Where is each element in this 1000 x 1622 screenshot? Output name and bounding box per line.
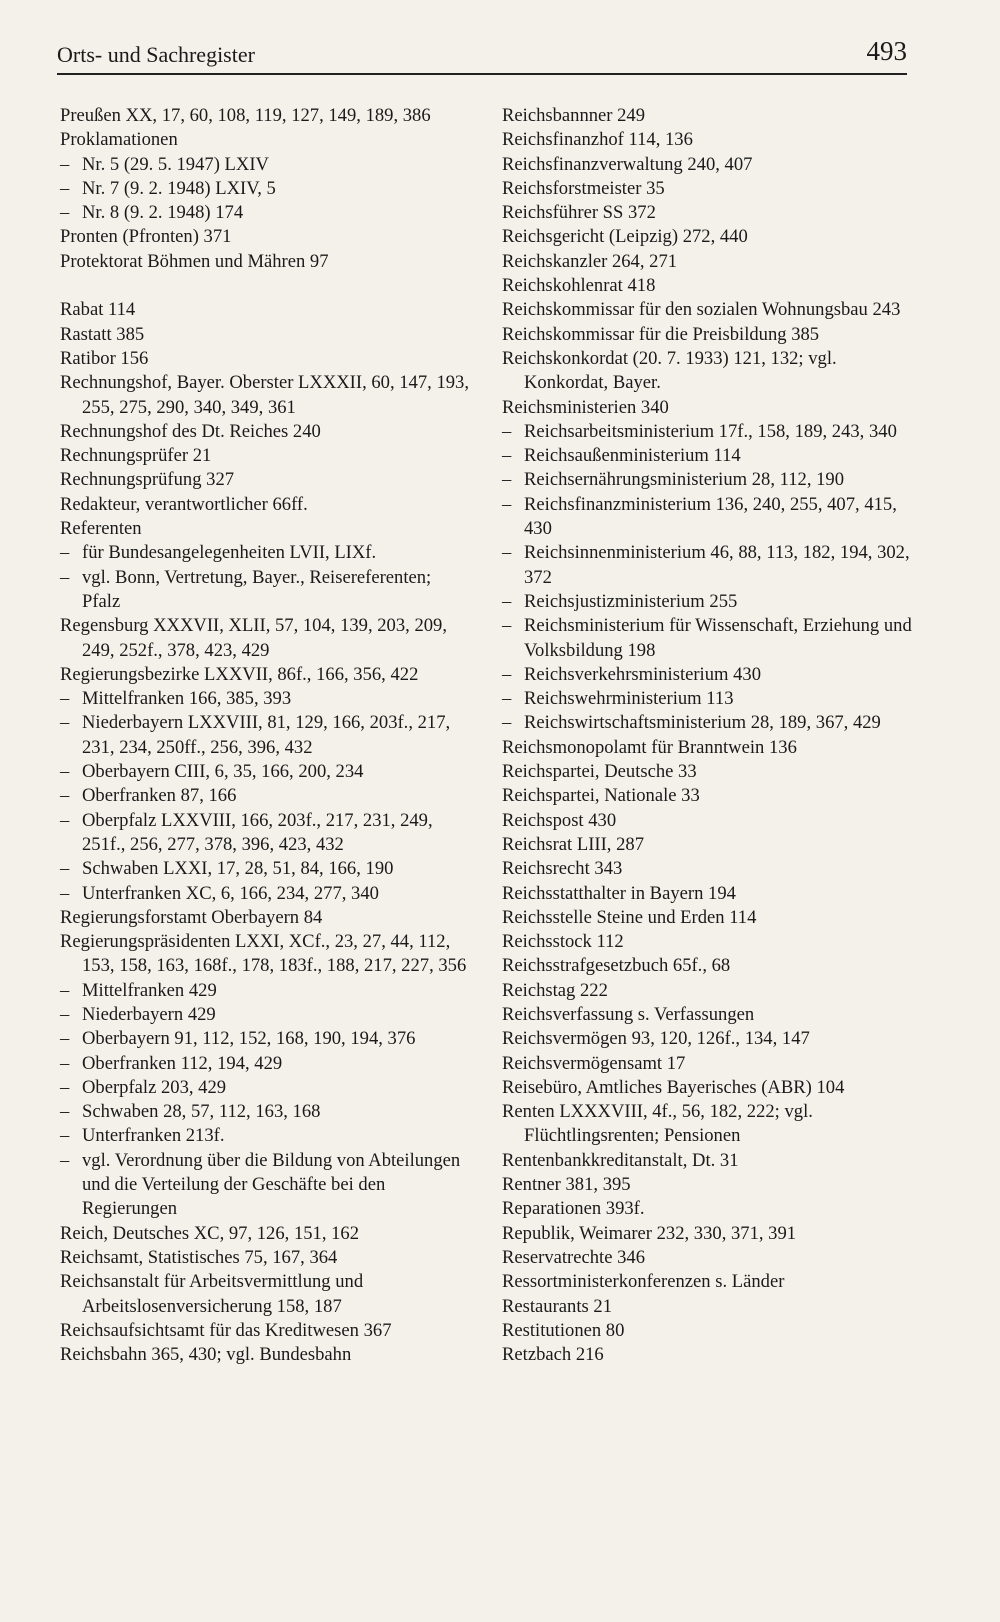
index-entry <box>502 323 912 347</box>
index-entry <box>502 1295 912 1319</box>
index-subentry <box>502 444 912 468</box>
index-subentry <box>60 857 472 881</box>
entry-text: Rechnungshof, Bayer. Oberster LXXXII, 60, 147, 193, 255, 275, 290, 340, 349, 361 <box>60 372 469 418</box>
index-entry <box>60 225 472 249</box>
entry-text: Nr. 7 (9. 2. 1948) LXIV, 5 <box>82 177 276 199</box>
index-entry <box>502 104 912 128</box>
entry-text: Reichsvermögensamt 17 <box>502 1052 686 1074</box>
subentry-dash: – <box>502 445 512 467</box>
entry-text: Restitutionen 80 <box>502 1319 625 1341</box>
entry-text: Rechnungsprüfer 21 <box>60 445 212 467</box>
entry-text: Reichsforstmeister 35 <box>502 177 665 199</box>
index-column-left <box>60 104 472 1367</box>
entry-text: Preußen XX, 17, 60, 108, 119, 127, 149, 189, 386 <box>60 105 431 126</box>
entry-text: Reichstag 222 <box>502 979 608 1001</box>
index-entry <box>60 1343 472 1367</box>
entry-text: Reichsfinanzhof 114, 136 <box>502 129 693 151</box>
entry-text: Reichskommissar für den sozialen Wohnungsbau 243 <box>502 299 901 321</box>
entry-text: Rabat 114 <box>60 299 136 321</box>
index-subentry <box>60 687 472 711</box>
subentry-dash: – <box>502 663 512 685</box>
entry-text: Reisebüro, Amtliches Bayerisches (ABR) 104 <box>502 1076 845 1098</box>
entry-text: Unterfranken XC, 6, 166, 234, 277, 340 <box>82 882 379 904</box>
index-entry <box>60 104 472 128</box>
index-entry <box>502 225 912 249</box>
subentry-dash: – <box>60 858 70 880</box>
entry-text: Reichskommissar für die Preisbildung 385 <box>502 323 820 345</box>
subentry-dash: – <box>60 1052 70 1074</box>
entry-text: Reichsverfassung s. Verfassungen <box>502 1003 755 1025</box>
index-entry <box>60 323 472 347</box>
index-entry <box>502 954 912 978</box>
entry-text: Reichspartei, Deutsche 33 <box>502 761 697 783</box>
subentry-dash: – <box>60 1125 70 1147</box>
index-entry <box>60 493 472 517</box>
index-subentry <box>60 1003 472 1027</box>
entry-text: Oberfranken 87, 166 <box>82 785 237 807</box>
index-subentry <box>60 882 472 906</box>
index-subentry <box>60 1052 472 1076</box>
index-subentry <box>60 177 472 201</box>
entry-text: Regierungsforstamt Oberbayern 84 <box>60 906 323 928</box>
entry-text: Regierungsbezirke LXXVII, 86f., 166, 356, 422 <box>60 663 419 685</box>
entry-text: Oberbayern 91, 112, 152, 168, 190, 194, 376 <box>82 1028 416 1050</box>
entry-text: Reichsbahn 365, 430; vgl. Bundesbahn <box>60 1344 352 1366</box>
index-entry <box>502 201 912 225</box>
index-entry <box>502 1076 912 1100</box>
header-rule <box>57 73 907 75</box>
subentry-dash: – <box>60 712 70 734</box>
index-entry <box>60 614 472 663</box>
index-entry <box>502 760 912 784</box>
entry-text: Oberpfalz 203, 429 <box>82 1076 227 1098</box>
subentry-dash: – <box>60 566 70 588</box>
index-entry <box>502 250 912 274</box>
page-number: 493 <box>866 36 907 66</box>
entry-text: Reichsministerium für Wissenschaft, Erziehung und Volksbildung 198 <box>524 615 912 661</box>
entry-text: Reichsgericht (Leipzig) 272, 440 <box>502 226 748 248</box>
entry-text: Unterfranken 213f. <box>82 1125 225 1147</box>
index-entry <box>502 906 912 930</box>
entry-text: Reichsverkehrsministerium 430 <box>524 663 762 685</box>
entry-text: Reichsarbeitsministerium 17f., 158, 189, 243, 340 <box>524 420 897 442</box>
index-entry <box>502 1149 912 1173</box>
index-entry <box>502 1003 912 1027</box>
index-subentry <box>60 1076 472 1100</box>
entry-text: Schwaben 28, 57, 112, 163, 168 <box>82 1101 321 1123</box>
entry-text: Reichskonkordat (20. 7. 1933) 121, 132; vgl. Konkordat, Bayer. <box>502 347 837 394</box>
index-entry <box>502 274 912 298</box>
subentry-dash: – <box>60 785 70 807</box>
index-subentry <box>60 153 472 177</box>
index-entry <box>60 517 472 541</box>
entry-text: Reichsrat LIII, 287 <box>502 833 644 855</box>
index-entry <box>502 1173 912 1197</box>
index-entry <box>502 979 912 1003</box>
entry-text: Rechnungsprüfung 327 <box>60 469 235 491</box>
entry-text: Renten LXXXVIII, 4f., 56, 182, 222; vgl. Flüchtlingsrenten; Pensionen <box>502 1101 813 1147</box>
subentry-dash: – <box>502 493 512 515</box>
index-entry <box>60 1319 472 1343</box>
index-entry <box>60 930 472 979</box>
running-head-title: Orts- und Sachregister <box>57 42 255 67</box>
index-entry <box>502 347 912 396</box>
subentry-dash: – <box>60 1149 70 1171</box>
index-subentry <box>502 711 912 735</box>
subentry-dash: – <box>60 1028 70 1050</box>
index-subentry <box>60 760 472 784</box>
entry-text: Reichsstrafgesetzbuch 65f., 68 <box>502 955 731 977</box>
entry-text: Niederbayern LXXVIII, 81, 129, 166, 203f., 217, 231, 234, 250ff., 256, 396, 432 <box>82 712 451 758</box>
entry-text: Retzbach 216 <box>502 1344 604 1366</box>
subentry-dash: – <box>60 809 70 831</box>
index-entry <box>502 1270 912 1294</box>
entry-text: Reichsführer SS 372 <box>502 202 656 224</box>
entry-text: vgl. Bonn, Vertretung, Bayer., Reisereferenten; Pfalz <box>82 566 432 612</box>
index-subentry <box>502 493 912 542</box>
index-entry <box>502 1343 912 1367</box>
entry-text: Redakteur, verantwortlicher 66ff. <box>60 493 308 515</box>
entry-text: Reichsfinanzministerium 136, 240, 255, 407, 415, 430 <box>524 493 897 540</box>
entry-text: Referenten <box>60 518 142 540</box>
entry-text: vgl. Verordnung über die Bildung von Abteilungen und die Verteilung der Geschäfte bei den Regierungen <box>82 1149 461 1220</box>
entry-text: Oberpfalz LXXVIII, 166, 203f., 217, 231, 249, 251f., 256, 277, 378, 396, 423, 432 <box>82 809 433 855</box>
index-entry <box>502 1222 912 1246</box>
entry-text: Reichsinnenministerium 46, 88, 113, 182, 194, 302, 372 <box>524 542 910 588</box>
index-entry <box>60 468 472 492</box>
entry-text: Rentner 381, 395 <box>502 1174 631 1196</box>
subentry-dash: – <box>60 202 70 224</box>
entry-text: für Bundesangelegenheiten LVII, LIXf. <box>82 542 377 564</box>
entry-text: Mittelfranken 166, 385, 393 <box>82 688 292 710</box>
subentry-dash: – <box>502 469 512 491</box>
subentry-dash: – <box>502 542 512 564</box>
entry-text: Reichskohlenrat 418 <box>502 275 656 297</box>
entry-text: Reichsministerien 340 <box>502 396 669 418</box>
index-entry <box>60 250 472 274</box>
entry-text: Nr. 8 (9. 2. 1948) 174 <box>82 202 244 224</box>
index-subentry <box>502 468 912 492</box>
index-entry <box>502 736 912 760</box>
index-entry <box>60 347 472 371</box>
page-header <box>57 34 907 74</box>
index-entry <box>502 153 912 177</box>
entry-text: Reichsaußenministerium 114 <box>524 445 741 467</box>
entry-text: Mittelfranken 429 <box>82 979 217 1001</box>
entry-text: Reichspartei, Nationale 33 <box>502 785 700 807</box>
index-subentry <box>60 201 472 225</box>
entry-text: Ratibor 156 <box>60 347 149 369</box>
entry-text: Protektorat Böhmen und Mähren 97 <box>60 250 329 272</box>
index-subentry <box>502 590 912 614</box>
subentry-dash: – <box>60 1076 70 1098</box>
entry-text: Reichsernährungsministerium 28, 112, 190 <box>524 469 845 491</box>
entry-text: Reichsbannner 249 <box>502 105 646 126</box>
entry-text: Reich, Deutsches XC, 97, 126, 151, 162 <box>60 1222 360 1244</box>
subentry-dash: – <box>60 1003 70 1025</box>
index-entry <box>502 1319 912 1343</box>
entry-text: Oberfranken 112, 194, 429 <box>82 1052 283 1074</box>
index-subentry <box>60 809 472 858</box>
entry-text: Reichsaufsichtsamt für das Kreditwesen 367 <box>60 1319 392 1341</box>
entry-text: Reparationen 393f. <box>502 1198 645 1220</box>
entry-text: Reichspost 430 <box>502 809 617 831</box>
subentry-dash: – <box>60 1101 70 1123</box>
index-entry <box>502 1027 912 1051</box>
entry-text: Reichsmonopolamt für Branntwein 136 <box>502 736 797 758</box>
entry-text: Niederbayern 429 <box>82 1003 216 1025</box>
entry-text: Reichsrecht 343 <box>502 858 623 880</box>
subentry-dash: – <box>60 153 70 175</box>
index-entry <box>502 833 912 857</box>
index-subentry <box>502 614 912 663</box>
index-subentry <box>60 1100 472 1124</box>
subentry-dash: – <box>60 882 70 904</box>
entry-text: Reichswirtschaftsministerium 28, 189, 367, 429 <box>524 712 881 734</box>
index-entry <box>60 128 472 152</box>
entry-text: Reichsamt, Statistisches 75, 167, 364 <box>60 1246 338 1268</box>
index-entry <box>502 882 912 906</box>
index-subentry <box>502 420 912 444</box>
subentry-dash: – <box>502 615 512 637</box>
index-entry <box>502 1100 912 1149</box>
index-column-right <box>502 104 912 1367</box>
entry-text: Reichsjustizministerium 255 <box>524 590 738 612</box>
index-entry <box>60 1222 472 1246</box>
entry-text: Nr. 5 (29. 5. 1947) LXIV <box>82 153 269 175</box>
index-entry <box>60 420 472 444</box>
entry-text: Reichsstelle Steine und Erden 114 <box>502 906 757 928</box>
subentry-dash: – <box>502 712 512 734</box>
index-subentry <box>60 1027 472 1051</box>
entry-text: Reichsfinanzverwaltung 240, 407 <box>502 153 753 175</box>
entry-text: Reichsanstalt für Arbeitsvermittlung und Arbeitslosenversicherung 158, 187 <box>60 1271 364 1317</box>
index-entry <box>502 930 912 954</box>
index-subentry <box>60 784 472 808</box>
index-entry <box>502 784 912 808</box>
subentry-dash: – <box>60 542 70 564</box>
index-entry <box>502 1197 912 1221</box>
index-subentry <box>60 1149 472 1222</box>
index-entry <box>502 1052 912 1076</box>
entry-text: Oberbayern CIII, 6, 35, 166, 200, 234 <box>82 761 364 783</box>
index-entry <box>60 444 472 468</box>
index-entry <box>502 177 912 201</box>
entry-text: Reichsstock 112 <box>502 931 624 953</box>
subentry-dash: – <box>502 420 512 442</box>
entry-text: Rechnungshof des Dt. Reiches 240 <box>60 420 321 442</box>
subentry-dash: – <box>60 761 70 783</box>
index-entry <box>502 128 912 152</box>
index-subentry <box>60 1124 472 1148</box>
index-entry <box>60 1246 472 1270</box>
index-entry <box>60 906 472 930</box>
index-entry <box>60 663 472 687</box>
index-entry <box>502 857 912 881</box>
subentry-dash: – <box>60 688 70 710</box>
entry-text: Reichsvermögen 93, 120, 126f., 134, 147 <box>502 1028 810 1050</box>
index-entry <box>502 396 912 420</box>
index-entry <box>60 1270 472 1319</box>
index-subentry <box>60 541 472 565</box>
entry-text: Reichskanzler 264, 271 <box>502 250 678 272</box>
entry-text: Reichsstatthalter in Bayern 194 <box>502 882 736 904</box>
entry-text: Rentenbankkreditanstalt, Dt. 31 <box>502 1149 739 1171</box>
index-subentry <box>502 687 912 711</box>
entry-text: Republik, Weimarer 232, 330, 371, 391 <box>502 1222 797 1244</box>
entry-text: Proklamationen <box>60 129 178 151</box>
entry-text: Ressortministerkonferenzen s. Länder <box>502 1271 785 1293</box>
subentry-dash: – <box>502 688 512 710</box>
index-entry <box>502 809 912 833</box>
entry-text: Regensburg XXXVII, XLII, 57, 104, 139, 203, 209, 249, 252f., 378, 423, 429 <box>60 615 447 661</box>
index-subentry <box>502 541 912 590</box>
entry-text: Reichswehrministerium 113 <box>524 688 734 710</box>
entry-text: Pronten (Pfronten) 371 <box>60 226 232 248</box>
subentry-dash: – <box>502 590 512 612</box>
entry-text: Rastatt 385 <box>60 323 145 345</box>
entry-text: Regierungspräsidenten LXXI, XCf., 23, 27, 44, 112, 153, 158, 163, 168f., 178, 183f., 188, 217, 227, 356 <box>60 931 467 977</box>
index-subentry <box>502 663 912 687</box>
entry-text: Schwaben LXXI, 17, 28, 51, 84, 166, 190 <box>82 858 394 880</box>
index-entry <box>60 371 472 420</box>
index-entry <box>60 298 472 322</box>
entry-text: Reservatrechte 346 <box>502 1246 646 1268</box>
subentry-dash: – <box>60 177 70 199</box>
entry-text: Restaurants 21 <box>502 1295 612 1317</box>
index-entry <box>502 298 912 322</box>
index-subentry <box>60 711 472 760</box>
index-entry <box>502 1246 912 1270</box>
index-subentry <box>60 979 472 1003</box>
subentry-dash: – <box>60 979 70 1001</box>
index-subentry <box>60 566 472 615</box>
